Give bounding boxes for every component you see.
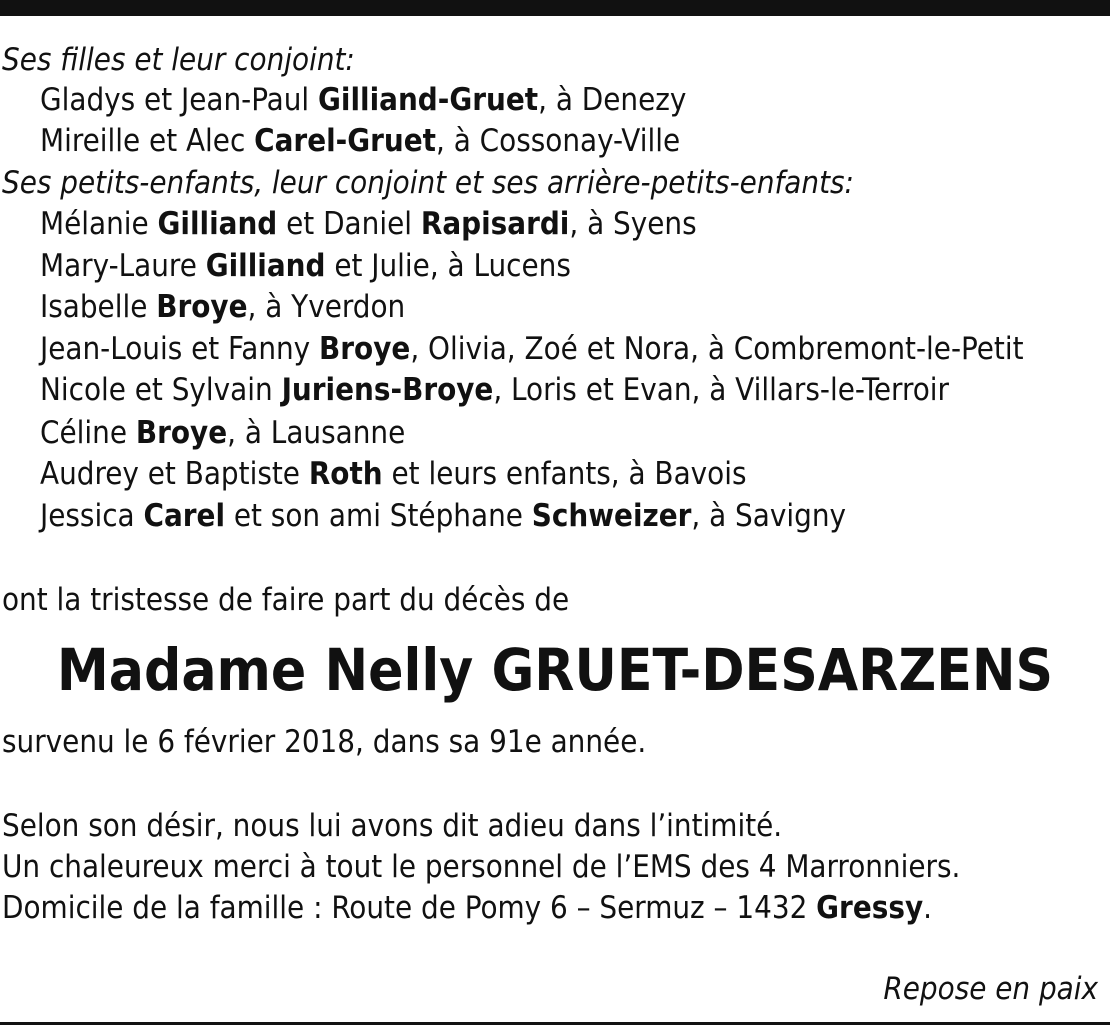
top-rule: [0, 0, 1110, 16]
surname: Broye: [156, 289, 248, 325]
grandchild-entry: [40, 287, 405, 327]
closing-line-wishes: Selon son désir, nous lui avons dit adieu dans l’intimité.: [2, 808, 783, 844]
announcement-text: ont la tristesse de faire part du décès de: [2, 582, 570, 618]
daughter-entry: [40, 80, 686, 120]
text-fragment: , à Cossonay-Ville: [436, 123, 681, 159]
surname: Gilliand: [157, 206, 278, 242]
text-fragment: , à Syens: [569, 206, 697, 242]
surname: Gressy: [816, 890, 924, 926]
text-fragment: et son ami Stéphane: [225, 498, 532, 534]
text-fragment: , Loris et Evan, à Villars-le-Terroir: [493, 372, 949, 408]
surname: Schweizer: [531, 498, 692, 534]
text-fragment: , à Yverdon: [247, 289, 406, 325]
text-fragment: Audrey et Baptiste: [40, 456, 309, 492]
text-fragment: Céline: [40, 415, 136, 451]
surname: Roth: [308, 456, 383, 492]
grandchild-entry: [40, 246, 571, 286]
text-fragment: Isabelle: [40, 289, 157, 325]
grandchild-entry: [40, 496, 846, 536]
surname: Gilliand-Gruet: [318, 82, 539, 118]
text-fragment: Mary-Laure: [40, 248, 206, 284]
surname: Gilliand: [205, 248, 326, 284]
grandchild-entry: [40, 413, 405, 453]
surname: Broye: [319, 331, 411, 367]
date-line: survenu le 6 février 2018, dans sa 91e année.: [2, 724, 647, 760]
closing-words: Repose en paix: [883, 971, 1098, 1007]
closing-line-thanks: Un chaleureux merci à tout le personnel de l’EMS des 4 Marronniers.: [2, 849, 961, 885]
text-fragment: , à Savigny: [691, 498, 846, 534]
text-fragment: , à Lausanne: [227, 415, 406, 451]
bottom-rule: [0, 1022, 1110, 1025]
text-fragment: .: [923, 890, 932, 926]
text-fragment: Jean-Louis et Fanny: [40, 331, 320, 367]
deceased-name: Madame Nelly GRUET-DESARZENS: [56, 636, 1054, 704]
text-fragment: Domicile de la famille : Route de Pomy 6 – Sermuz – 1432: [2, 890, 817, 926]
text-fragment: et leurs enfants, à Bavois: [382, 456, 747, 492]
grandchildren-heading: Ses petits-enfants, leur conjoint et ses arrière-petits-enfants:: [2, 165, 854, 201]
surname: Rapisardi: [420, 206, 570, 242]
surname: Carel: [143, 498, 225, 534]
grandchild-entry: [40, 329, 1024, 369]
text-fragment: et Julie, à Lucens: [325, 248, 571, 284]
grandchild-entry: [40, 454, 747, 494]
text-fragment: et Daniel: [277, 206, 421, 242]
grandchild-entry: [40, 204, 697, 244]
text-fragment: Jessica: [40, 498, 144, 534]
text-fragment: Mireille et Alec: [40, 123, 255, 159]
daughter-entry: [40, 121, 680, 161]
family-address: [2, 888, 932, 928]
grandchild-entry: [40, 370, 949, 410]
surname: Broye: [135, 415, 228, 451]
text-fragment: Nicole et Sylvain: [40, 372, 282, 408]
surname: Juriens-Broye: [281, 372, 494, 408]
text-fragment: Mélanie: [40, 206, 158, 242]
daughters-heading: Ses filles et leur conjoint:: [2, 42, 355, 78]
surname: Carel-Gruet: [254, 123, 437, 159]
text-fragment: Gladys et Jean-Paul: [40, 82, 319, 118]
text-fragment: , à Denezy: [538, 82, 687, 118]
text-fragment: , Olivia, Zoé et Nora, à Combremont-le-Petit: [410, 331, 1024, 367]
